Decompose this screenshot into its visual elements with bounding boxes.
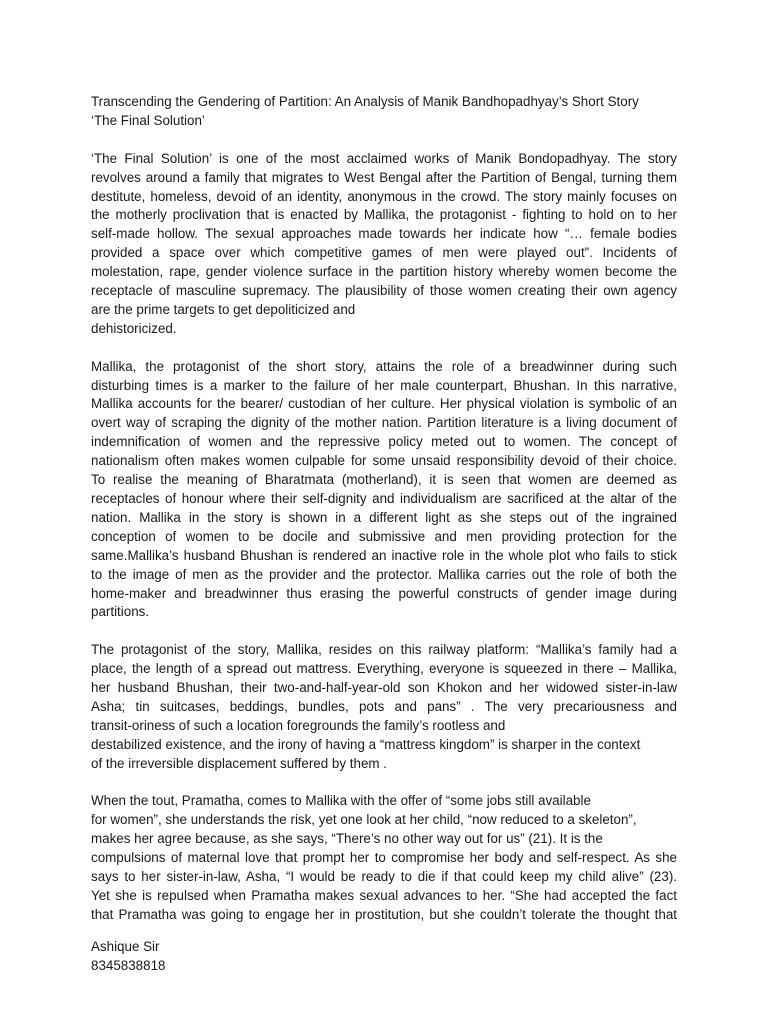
title-line-1: Transcending the Gendering of Partition: An Analysis of Manik Bandhopadhyay’s Short Story	[91, 94, 639, 109]
text-line: receptacle of masculine supremacy. The plausibility of those women creating their own agency	[91, 283, 677, 299]
text-line: revolves around a family that migrates to West Bengal after the Partition of Bengal, turning them	[91, 169, 677, 185]
text-line: When the tout, Pramatha, comes to Mallika with the offer of “some jobs still available	[91, 793, 591, 809]
paragraph	[91, 792, 677, 924]
text-line: says to her sister-in-law, Asha, “I would be ready to die if that could keep my child alive” (23).	[91, 869, 677, 885]
text-line: home-maker and breadwinner thus erasing the powerful constructs of gender image during	[91, 585, 677, 601]
text-line: destitute, homeless, devoid of an identity, anonymous in the crowd. The story mainly focuses on	[91, 188, 677, 204]
text-line: place, the length of a spread out mattress. Everything, everyone is squeezed in there – Mallika,	[91, 661, 677, 677]
paragraph	[91, 150, 677, 339]
text-line: molestation, rape, gender violence surface in the partition history whereby women become the	[91, 264, 677, 280]
text-line: disturbing times is a marker to the failure of her male counterpart, Bhushan. In this narrative,	[91, 377, 677, 393]
text-line: that Pramatha was going to engage her in prostitution, but she couldn’t tolerate the thought that	[91, 906, 677, 922]
text-line: compulsions of maternal love that prompt her to compromise her body and self-respect. As she	[91, 850, 677, 866]
title-line-2: ‘The Final Solution’	[91, 112, 205, 128]
text-line: nationalism often makes women culpable for some unsaid responsibility devoid of their choice.	[91, 453, 677, 469]
text-line: the motherly proclivation that is enacted by Mallika, the protagonist - fighting to hold on to her	[91, 207, 677, 223]
text-line: nation. Mallika in the story is shown in a different light as she steps out of the ingrained	[91, 509, 677, 525]
text-line: The protagonist of the story, Mallika, resides on this railway platform: “Mallika’s family had a	[91, 642, 677, 658]
text-line: dehistoricized.	[91, 320, 177, 336]
paragraph	[91, 358, 677, 623]
text-line: conception of women to be docile and submissive and men providing protection for the	[91, 528, 677, 544]
document-page	[91, 93, 677, 944]
text-line: her husband Bhushan, their two-and-half-year-old son Khokon and her widowed sister-in-law	[91, 680, 677, 696]
text-line: To realise the meaning of Bharatmata (motherland), it is seen that women are deemed as	[91, 472, 677, 488]
author-phone: 8345838818	[91, 957, 166, 973]
text-line: transit-oriness of such a location foregrounds the family’s rootless and	[91, 717, 506, 733]
text-line: Mallika accounts for the bearer/ custodian of her culture. Her physical violation is symbolic of an	[91, 396, 677, 412]
text-line: for women”, she understands the risk, yet one look at her child, “now reduced to a skeleton”,	[91, 812, 637, 828]
paragraph	[91, 641, 677, 773]
text-line: partitions.	[91, 604, 150, 620]
text-line: to the image of men as the provider and the protector. Mallika carries out the role of both the	[91, 566, 677, 582]
text-line: makes her agree because, as she says, “There’s no other way out for us” (21). It is the	[91, 831, 603, 847]
text-line: of the irreversible displacement suffered by them .	[91, 755, 387, 771]
text-line: Mallika, the protagonist of the short story, attains the role of a breadwinner during such	[91, 358, 677, 374]
text-line: destabilized existence, and the irony of having a “mattress kingdom” is sharper in the context	[91, 736, 641, 752]
text-line: same.Mallika’s husband Bhushan is rendered an inactive role in the whole plot who fails to stick	[91, 547, 677, 563]
text-line: are the prime targets to get depoliticized and	[91, 301, 356, 317]
signature-block	[91, 938, 165, 976]
text-line: overt way of scraping the dignity of the mother nation. Partition literature is a living document of	[91, 415, 677, 431]
text-line: indemnification of women and the repressive policy meted out to women. The concept of	[91, 434, 677, 450]
document-title	[91, 93, 677, 131]
text-line: provided a space over which competitive games of men were played out”. Incidents of	[91, 245, 677, 261]
text-line: Asha; tin suitcases, beddings, bundles, pots and pans” . The very precariousness and	[91, 698, 677, 714]
text-line: ‘The Final Solution’ is one of the most acclaimed works of Manik Bondopadhyay. The story	[91, 150, 677, 166]
text-line: self-made hollow. The sexual approaches made towards her indicate how “… female bodies	[91, 226, 677, 242]
body-text	[91, 150, 677, 925]
text-line: receptacles of honour where their self-dignity and individualism are sacrificed at the altar of the	[91, 491, 677, 506]
text-line: Yet she is repulsed when Pramatha makes sexual advances to her. “She had accepted the fact	[91, 888, 677, 903]
author-name: Ashique Sir	[91, 939, 160, 954]
